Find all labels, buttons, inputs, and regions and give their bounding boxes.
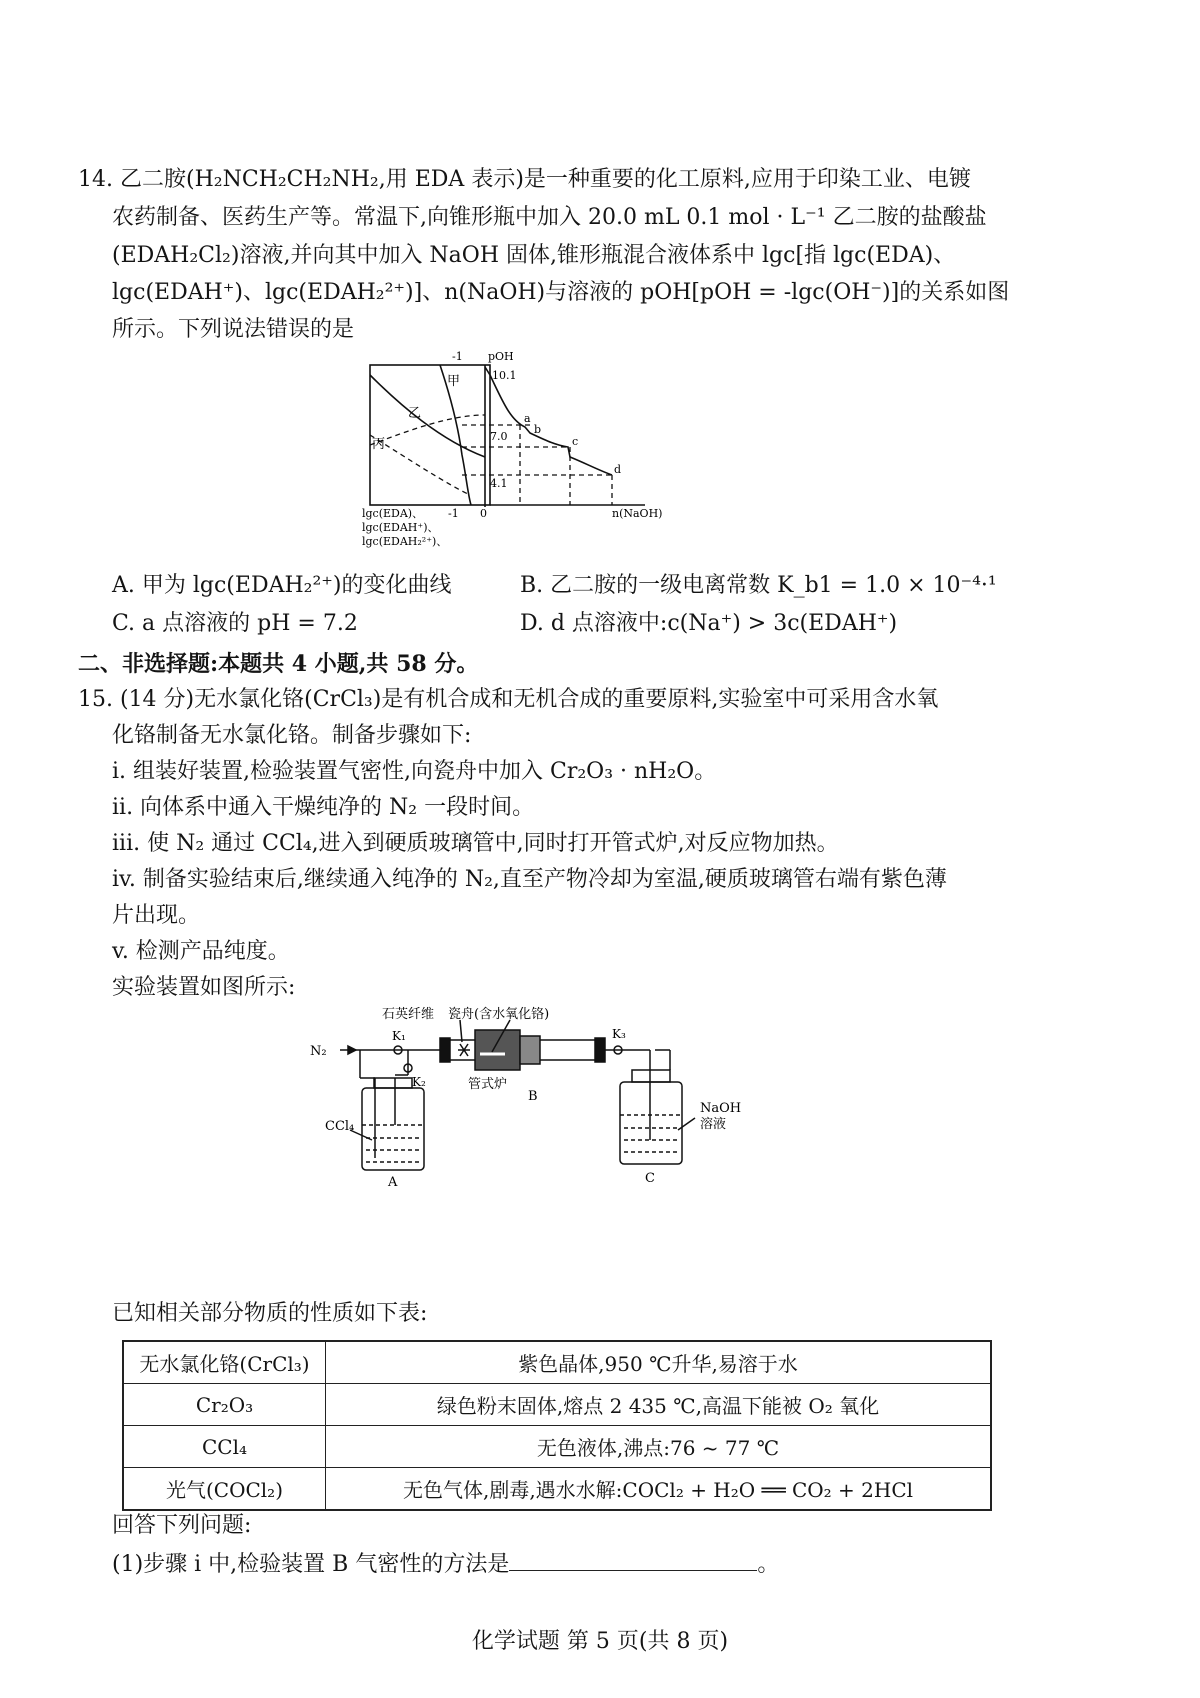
- label-furnace: 管式炉: [468, 1077, 508, 1092]
- q14-option-b: B. 乙二胺的一级电离常数 K_b1 = 1.0 × 10⁻⁴·¹: [520, 573, 997, 598]
- label-yi: 乙: [408, 406, 422, 421]
- label-solution: 溶液: [700, 1117, 727, 1132]
- label-n2: N₂: [310, 1044, 327, 1059]
- label-70: 7.0: [490, 430, 508, 443]
- label-a: A: [388, 1175, 398, 1190]
- q15-step5: v. 检测产品纯度。: [112, 939, 290, 964]
- table-cell-substance: 光气(COCl₂): [123, 1468, 326, 1511]
- point-d: d: [614, 463, 622, 476]
- label-b: B: [528, 1089, 538, 1104]
- q15-line1: 15. (14 分)无水氯化铬(CrCl₃)是有机合成和无机合成的重要原料,实验室中可采用含水氧: [78, 687, 939, 712]
- table-cell-substance: CCl₄: [123, 1426, 326, 1468]
- y-label-2: lgc(EDAH⁺)、: [362, 521, 439, 534]
- tick-top-right: pOH: [488, 350, 514, 363]
- y-label-1: lgc(EDA)、: [362, 507, 424, 520]
- table-row: [123, 1341, 991, 1384]
- point-c: c: [572, 435, 579, 448]
- q15-sub1-text: (1)步骤 i 中,检验装置 B 气密性的方法是: [112, 1552, 510, 1577]
- table-cell-property: 无色气体,剧毒,遇水水解:COCl₂ + H₂O ══ CO₂ + 2HCl: [326, 1468, 992, 1511]
- curve-bing-dashed: [370, 415, 485, 445]
- q14-line2: 农药制备、医药生产等。常温下,向锥形瓶中加入 20.0 mL 0.1 mol · L⁻¹ 乙二胺的盐酸盐: [112, 205, 987, 230]
- point-b: b: [534, 423, 542, 436]
- label-bing: 丙: [372, 437, 386, 452]
- q14-option-c: C. a 点溶液的 pH = 7.2: [112, 611, 358, 636]
- tick-bottom-neg1: -1: [448, 507, 459, 520]
- q15-sub1-end: 。: [757, 1552, 780, 1577]
- q15-step3: iii. 使 N₂ 通过 CCl₄,进入到硬质玻璃管中,同时打开管式炉,对反应物加热。: [112, 831, 839, 856]
- q15-step2: ii. 向体系中通入干燥纯净的 N₂ 一段时间。: [112, 795, 535, 820]
- table-row: [123, 1468, 991, 1511]
- point-a: a: [524, 412, 531, 425]
- q14-line3: (EDAH₂Cl₂)溶液,并向其中加入 NaOH 固体,锥形瓶混合液体系中 lgc[指 lgc(EDA)、: [112, 243, 956, 268]
- table-cell-property: 紫色晶体,950 ℃升华,易溶于水: [326, 1341, 992, 1384]
- label-jia: 甲: [447, 374, 461, 389]
- answer-blank[interactable]: [509, 1548, 757, 1571]
- label-naoh: NaOH: [700, 1101, 742, 1116]
- label-quartz: 石英纤维: [382, 1007, 435, 1022]
- table-row: [123, 1384, 991, 1426]
- tick-top-left: -1: [452, 350, 463, 363]
- page-footer: 化学试题 第 5 页(共 8 页): [471, 1629, 729, 1654]
- q15-answer-intro: 回答下列问题:: [112, 1513, 252, 1538]
- x-axis-label: n(NaOH): [612, 507, 663, 520]
- label-boat: 瓷舟(含水氧化铬): [448, 1007, 550, 1022]
- tick-bottom-0: 0: [480, 507, 487, 520]
- poh-curve: [485, 367, 612, 475]
- label-k1: K₁: [392, 1029, 406, 1043]
- label-41: 4.1: [490, 477, 508, 490]
- label-101: 10.1: [492, 369, 517, 382]
- q14-graph: [340, 345, 680, 570]
- q15-step4a: iv. 制备实验结束后,继续通入纯净的 N₂,直至产物冷却为室温,硬质玻璃管右端有紫色薄: [112, 867, 947, 892]
- label-c: C: [645, 1171, 655, 1186]
- q14-line1: 14. 乙二胺(H₂NCH₂CH₂NH₂,用 EDA 表示)是一种重要的化工原料,应用于印染工业、电镀: [78, 167, 971, 192]
- graph-frame: [370, 365, 490, 505]
- q15-sub1: [112, 1548, 779, 1579]
- apparatus-diagram: [300, 1000, 770, 1190]
- q15-line2: 化铬制备无水氯化铬。制备步骤如下:: [112, 723, 472, 748]
- label-k3: K₃: [612, 1027, 626, 1041]
- q14-line5: 所示。下列说法错误的是: [112, 317, 355, 342]
- q15-apparatus-intro: 实验装置如图所示:: [112, 975, 296, 1000]
- table-cell-substance: Cr₂O₃: [123, 1384, 326, 1426]
- q15-step4b: 片出现。: [112, 903, 201, 928]
- q15-step1: i. 组装好装置,检验装置气密性,向瓷舟中加入 Cr₂O₃ · nH₂O。: [112, 759, 717, 784]
- section-2-heading: 二、非选择题:本题共 4 小题,共 58 分。: [78, 651, 479, 677]
- label-k2: K₂: [412, 1075, 426, 1089]
- table-row: [123, 1426, 991, 1468]
- y-label-3: lgc(EDAH₂²⁺)、: [362, 535, 448, 548]
- table-cell-property: 绿色粉末固体,熔点 2 435 ℃,高温下能被 O₂ 氧化: [326, 1384, 992, 1426]
- q14-line4: lgc(EDAH⁺)、lgc(EDAH₂²⁺)]、n(NaOH)与溶液的 pOH[pOH = -lgc(OH⁻)]的关系如图: [112, 280, 1010, 305]
- table-cell-substance: 无水氯化铬(CrCl₃): [123, 1341, 326, 1384]
- label-ccl4: CCl₄: [325, 1119, 355, 1134]
- q14-option-a: A. 甲为 lgc(EDAH₂²⁺)的变化曲线: [112, 573, 452, 598]
- table-cell-property: 无色液体,沸点:76 ~ 77 ℃: [326, 1426, 992, 1468]
- q14-option-d: D. d 点溶液中:c(Na⁺) > 3c(EDAH⁺): [520, 611, 898, 636]
- properties-table: [122, 1340, 992, 1511]
- q15-table-intro: 已知相关部分物质的性质如下表:: [112, 1301, 428, 1326]
